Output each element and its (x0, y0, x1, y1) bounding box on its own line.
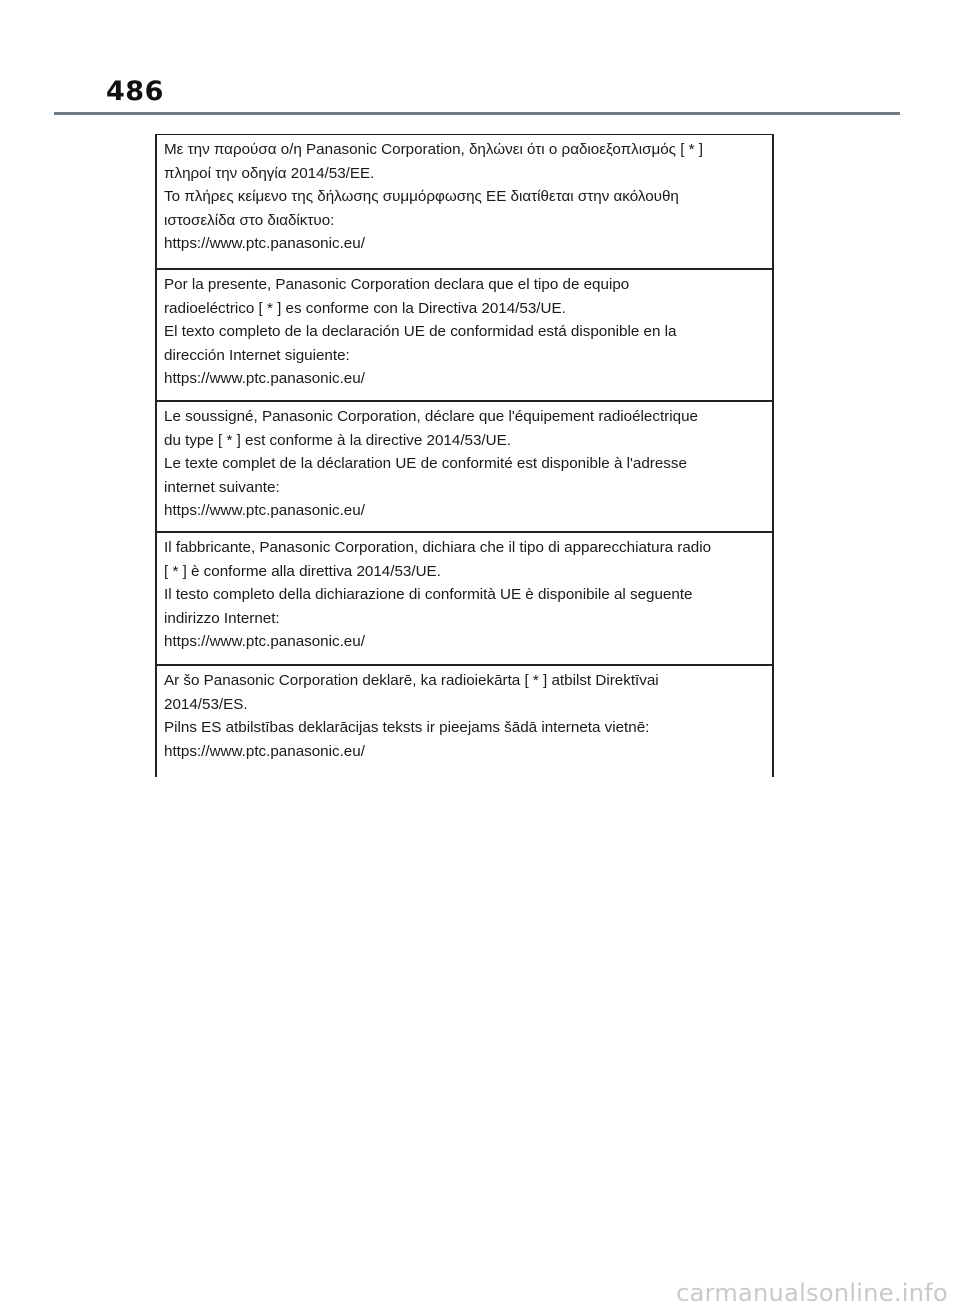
declaration-line: Il testo completo della dichiarazione di conformità UE è disponibile al seguente (164, 586, 693, 603)
declaration-italian (157, 533, 772, 666)
declaration-line: https://www.ptc.panasonic.eu/ (164, 633, 365, 650)
declaration-line: Ar šo Panasonic Corporation deklarē, ka radioiekārta [ * ] atbilst Direktīvai (164, 672, 659, 689)
declaration-line: [ * ] è conforme alla direttiva 2014/53/UE. (164, 562, 441, 580)
page-number: 486 (106, 76, 164, 107)
declaration-line: https://www.ptc.panasonic.eu/ (164, 370, 365, 387)
declaration-line: dirección Internet siguiente: (164, 346, 350, 364)
declaration-line: Le soussigné, Panasonic Corporation, déclare que l'équipement radioélectrique (164, 408, 698, 425)
declaration-latvian (157, 666, 772, 777)
declaration-table (155, 134, 774, 777)
declaration-line: https://www.ptc.panasonic.eu/ (164, 235, 365, 252)
declaration-line: du type [ * ] est conforme à la directive 2014/53/UE. (164, 431, 511, 449)
declaration-line: Pilns ES atbilstības deklarācijas teksts ir pieejams šādā interneta vietnē: (164, 719, 650, 736)
declaration-line: Le texte complet de la déclaration UE de conformité est disponible à l'adresse (164, 455, 687, 472)
declaration-spanish (157, 270, 772, 402)
declaration-line: https://www.ptc.panasonic.eu/ (164, 502, 365, 519)
declaration-line: https://www.ptc.panasonic.eu/ (164, 742, 365, 760)
declaration-french (157, 402, 772, 533)
declaration-line: πληροί την οδηγία 2014/53/ΕΕ. (164, 164, 375, 182)
declaration-line: El texto completo de la declaración UE de conformidad está disponible en la (164, 323, 677, 340)
declaration-line: radioeléctrico [ * ] es conforme con la Directiva 2014/53/UE. (164, 299, 566, 317)
declaration-line: indirizzo Internet: (164, 609, 280, 627)
declaration-line: internet suivante: (164, 478, 280, 496)
watermark: carmanualsonline.info (676, 1279, 948, 1307)
declaration-line: Il fabbricante, Panasonic Corporation, dichiara che il tipo di apparecchiatura radio (164, 539, 712, 556)
declaration-line: ιστοσελίδα στο διαδίκτυο: (164, 211, 335, 229)
header-rule (54, 112, 900, 115)
declaration-greek (157, 135, 772, 270)
declaration-line: 2014/53/ES. (164, 695, 248, 713)
declaration-line: Por la presente, Panasonic Corporation declara que el tipo de equipo (164, 276, 630, 293)
declaration-line: Το πλήρες κείμενο της δήλωσης συμμόρφωσης ΕΕ διατίθεται στην ακόλουθη (164, 188, 679, 205)
declaration-line: Με την παρούσα ο/η Panasonic Corporation, δηλώνει ότι ο ραδιοεξοπλισμός [ * ] (164, 141, 703, 158)
